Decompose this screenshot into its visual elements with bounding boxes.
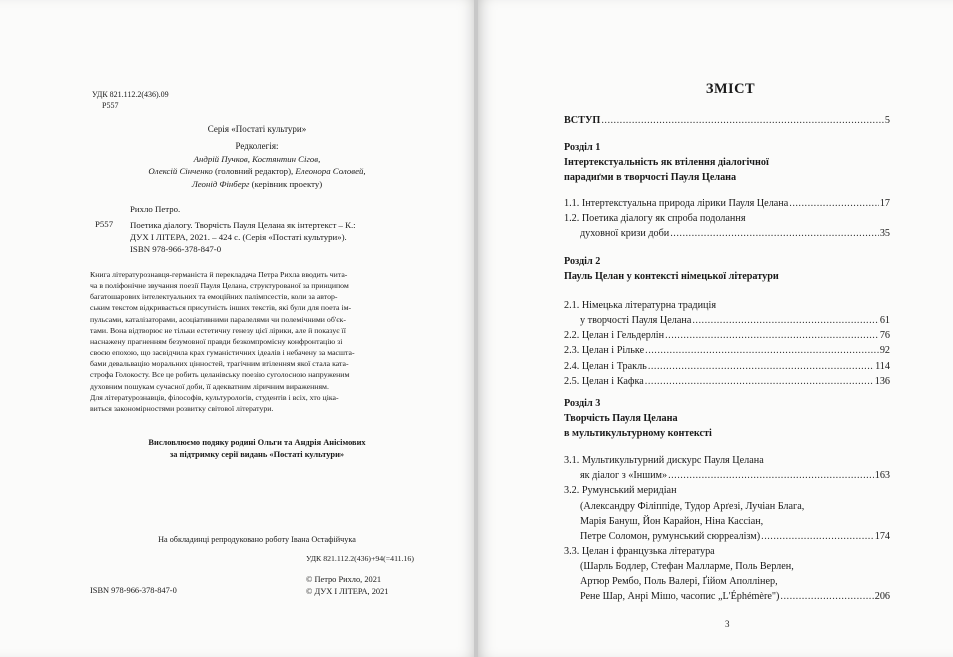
annotation-line: ським текстом відкривається присутність інших текстів, які були для поета ім-: [90, 303, 352, 313]
cover-note: На обкладинці репродуковано роботу Івана Остафійчука: [158, 535, 356, 544]
isbn-bottom: ISBN 978-966-378-847-0: [90, 586, 177, 595]
toc-entry-text: 1.1. Інтертекстуальна природа лірики Пауля Целана: [564, 198, 789, 210]
annotation-line: строфа Голокосту. Все це робить целанівську поезію суголосною напруженим: [90, 370, 350, 380]
udk-text: УДК 821.112.2(436).09: [92, 90, 169, 99]
toc-page-number: 174: [874, 530, 890, 542]
biblio-line-1: Поетика діалогу. Творчість Пауля Целана як інтертекст – К.:: [130, 220, 356, 230]
toc-page-number: 114: [875, 360, 890, 372]
annotation-line: духовним пошукам сучасної доби, її адекватним ліричним вираженням.: [90, 381, 329, 391]
annotation-line: багатошарових інтелектуальних та емоційних палімпсестів, коли за автор-: [90, 292, 338, 302]
annotation-line: пульсами, каталізаторами, асоціативними паралелями чи полемічними об'єк-: [90, 314, 346, 324]
udk-bottom: УДК 821.112.2(436)+94(=411.16): [306, 554, 414, 563]
toc-entry-3-2-line-1[interactable]: 3.2. Румунський меридіан: [564, 485, 677, 497]
toc-entry-text: як діалог з «Іншим»: [580, 470, 668, 482]
toc-page-number: 206: [874, 591, 890, 603]
toc-title: ЗМІСТ: [705, 81, 756, 97]
section-title-line-1: Інтертекстуальність як втілення діалогічної: [564, 157, 769, 169]
toc-entry-3-3[interactable]: [564, 589, 890, 604]
toc-page-number: 163: [874, 470, 890, 482]
annotation-line: тами. Вона відтворює не тільки естетичну генезу цієї лірики, але й показує її: [90, 325, 346, 335]
toc-page-number: 17: [879, 198, 890, 210]
toc-page-number: 61: [879, 315, 890, 327]
section-label: Розділ 3: [564, 398, 601, 409]
editor-chief-role: (головний редактор),: [212, 166, 296, 177]
leader-dots: [648, 359, 874, 374]
bibliographic-record: [130, 219, 430, 256]
page-number: 3: [725, 619, 730, 629]
editors-line-1: Андрій Пучков, Костянтин Сігов,: [193, 154, 321, 164]
leader-dots: [670, 226, 879, 241]
toc-entry-text: Петре Соломон, румунський сюрреалізм): [580, 530, 761, 542]
editors-list: [90, 153, 424, 190]
toc-entry-2-3[interactable]: [564, 343, 890, 358]
leader-dots: [665, 328, 879, 343]
biblio-line-2: ДУХ І ЛІТЕРА, 2021. – 424 с. (Серія «Постаті культури»).: [130, 232, 347, 243]
toc-entry-text: 2.5. Целан і Кафка: [564, 375, 644, 387]
thanks-line-1: Висловлюємо подяку родині Ольги та Андрія Анісімових: [148, 438, 366, 447]
toc-section-3: [564, 396, 890, 604]
toc-entry-text: ВСТУП: [564, 115, 601, 126]
biblio-isbn: ISBN 978-966-378-847-0: [130, 244, 222, 255]
toc-entry-2-1-line-1[interactable]: 2.1. Німецька літературна традиція: [564, 300, 717, 312]
toc-entry-1-2-line-1[interactable]: 1.2. Поетика діалогу як спроба подолання: [564, 213, 746, 225]
toc-intro: [564, 113, 890, 128]
toc-entry-intro[interactable]: [564, 113, 890, 128]
leader-dots: [601, 113, 884, 128]
toc-entry-3-3-line-2: (Шарль Бодлер, Стефан Малларме, Поль Верлен,: [580, 560, 794, 572]
toc-page-number: 35: [879, 228, 890, 240]
toc-entry-3-2-line-3: Марія Бануш, Йон Карайон, Ніна Кассіан,: [580, 515, 764, 527]
udk-code: [92, 89, 169, 111]
annotation-line: бами девальвацію моральних цінностей, трагічним втіленням якої стала ката-: [90, 359, 349, 369]
toc-entry-text: 2.4. Целан і Тракль: [564, 360, 647, 372]
toc-entry-2-5[interactable]: [564, 374, 890, 389]
toc-page-number: 76: [879, 330, 890, 342]
editor-soloviy: Елеонора Соловей,: [295, 166, 366, 177]
editor-finberg-role: (керівник проекту): [249, 178, 323, 189]
annotation-line: ча в поліфонічне звучання поезії Пауля Целана, структурованої за принципом: [90, 281, 349, 291]
toc-entry-text: 2.2. Целан і Гельдерлін: [564, 330, 665, 342]
section-label: Розділ 1: [564, 142, 601, 153]
copyright-publisher: © ДУХ І ЛІТЕРА, 2021: [306, 587, 389, 597]
editor-finberg: Леонід Фінберг: [191, 178, 250, 189]
toc-entry-3-2[interactable]: [564, 529, 890, 544]
leader-dots: [645, 374, 874, 389]
toc-entry-3-3-line-3: Артюр Рембо, Поль Валері, Ґійом Аполлінер,: [580, 576, 778, 588]
copyright: [306, 574, 389, 599]
author-name: Рихло Петро.: [130, 204, 181, 214]
toc-page-number: 5: [884, 115, 890, 126]
toc-entry-3-2-line-2: (Александру Філіппіде, Тудор Арґезі, Лучіан Блага,: [580, 500, 805, 512]
toc-page-number: 92: [879, 345, 890, 357]
toc-section-1: [564, 140, 890, 242]
toc-entry-2-1[interactable]: [564, 313, 890, 328]
leader-dots: [789, 196, 879, 211]
annotation: [90, 269, 426, 414]
leader-dots: [645, 343, 879, 358]
toc-entry-text: у творчості Пауля Целана: [580, 315, 692, 327]
annotation-line: наснажену прагненням безумовної правди безкомпромісну конфронтацію зі: [90, 336, 343, 346]
toc-entry-text: духовної кризи доби: [580, 228, 670, 240]
leader-dots: [780, 589, 873, 604]
section-title-line-2: в мультикультурному контексті: [564, 428, 712, 440]
leader-dots: [761, 529, 874, 544]
toc-entry-1-2[interactable]: [564, 226, 890, 241]
toc-entry-3-1[interactable]: [564, 468, 890, 483]
acknowledgement: [90, 437, 424, 460]
toc-entry-2-2[interactable]: [564, 328, 890, 343]
editors-label: Редколегія:: [235, 141, 279, 151]
toc-page-number: 136: [874, 375, 890, 387]
section-label: Розділ 2: [564, 256, 601, 267]
author-code: Р557: [95, 219, 114, 229]
annotation-line: своєю епохою, що засвідчила крах гуманістичних ідеалів і небачену за масшта-: [90, 348, 355, 358]
annotation-line: виться закономірностями розвитку світової літератури.: [90, 403, 274, 413]
section-title-line-1: Творчість Пауля Целана: [564, 413, 678, 425]
editor-chief: Олексій Сінченко: [148, 166, 213, 177]
toc-entry-1-1[interactable]: [564, 196, 890, 211]
author-code-top: Р557: [102, 101, 119, 110]
toc-section-2: [564, 254, 890, 389]
leader-dots: [692, 313, 878, 328]
annotation-line: Для літературознавців, філософів, культурологів, студентів і всіх, хто ціка-: [90, 392, 339, 402]
toc-entry-2-4[interactable]: [564, 359, 890, 374]
toc-entry-3-3-line-1[interactable]: 3.3. Целан і французька література: [564, 545, 715, 557]
toc-entry-text: 2.3. Целан і Рільке: [564, 345, 645, 357]
series-line: Серія «Постаті культури»: [207, 124, 307, 134]
left-page: [0, 0, 476, 657]
thanks-line-2: за підтримку серії видань «Постаті культури»: [169, 449, 345, 459]
toc-entry-3-1-line-1[interactable]: 3.1. Мультикультурний дискурс Пауля Целана: [564, 455, 764, 467]
copyright-author: © Петро Рихло, 2021: [306, 575, 382, 584]
section-title-line-2: парадиґми в творчості Пауля Целана: [564, 172, 737, 184]
section-title-line-1: Пауль Целан у контексті німецької літератури: [564, 271, 779, 283]
toc-entry-text: Рене Шар, Анрі Мішо, часопис „L'Éphémère"): [580, 591, 780, 603]
leader-dots: [668, 468, 874, 483]
annotation-line: Книга літературознавця-германіста й перекладача Петра Рихла вводить чита-: [90, 270, 348, 279]
